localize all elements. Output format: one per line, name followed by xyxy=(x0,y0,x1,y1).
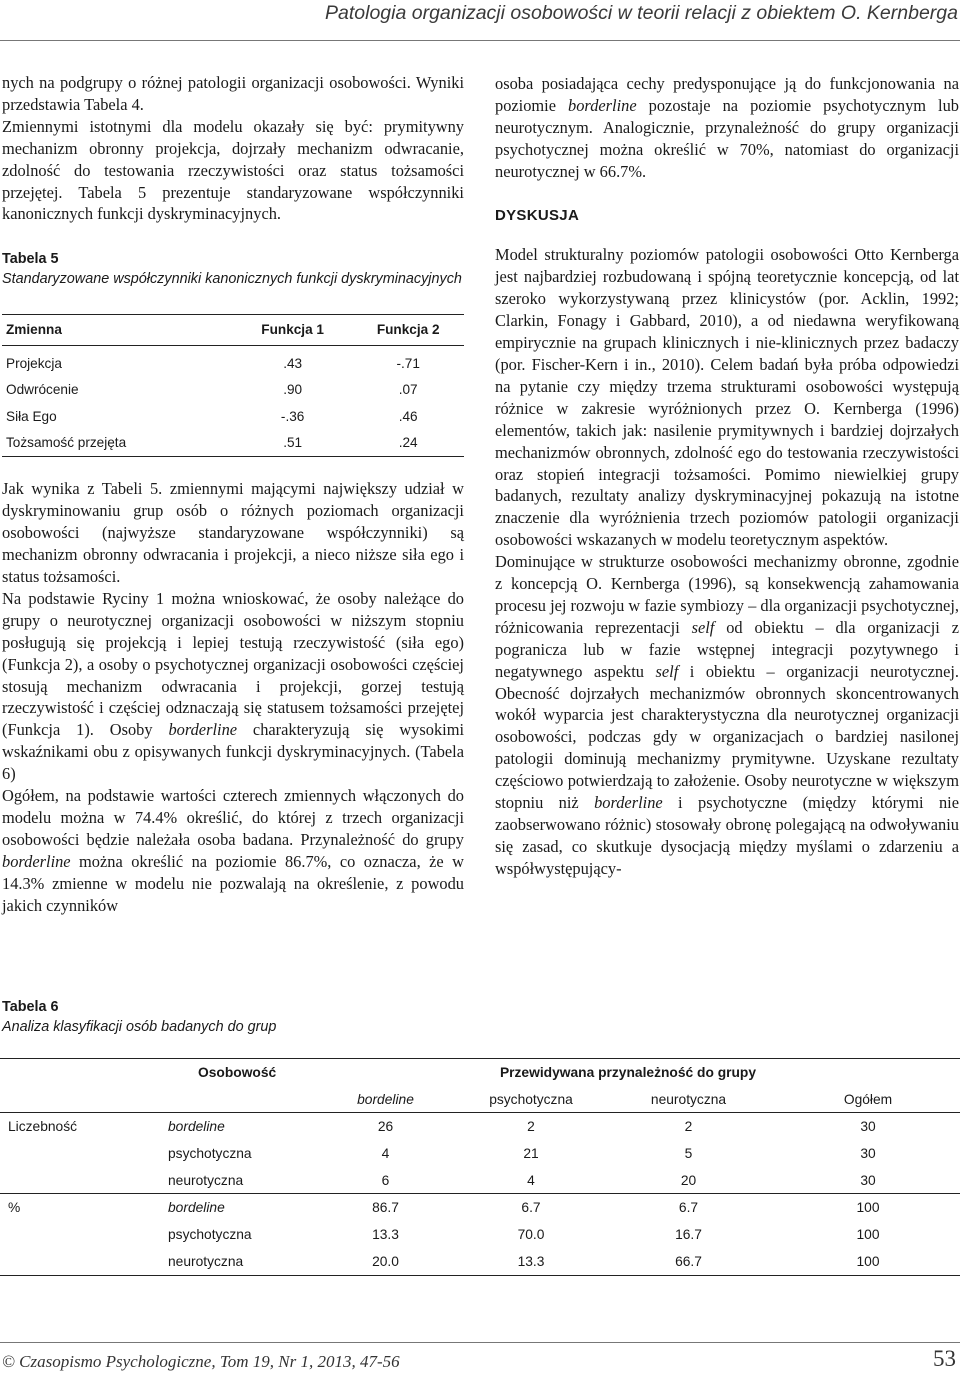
table-cell: 30 xyxy=(860,1119,876,1135)
table-cell: 21 xyxy=(523,1145,539,1161)
table5-caption xyxy=(2,249,464,289)
running-title: Patologia organizacji osobowości w teorii relacji z obiektem O. Kernberga xyxy=(325,2,958,24)
table-row xyxy=(2,346,464,377)
left-paragraph-1: nych na podgrupy o różnej patologii organizacji osobowości. Wyniki przedstawia Tabela 4. xyxy=(2,73,464,114)
table-cell: 6 xyxy=(381,1172,390,1188)
table-cell: .51 xyxy=(283,435,303,451)
text-run: Ogółem, na podstawie wartości czterech zmiennych włączonych do modelu można w 74.4% określić, do której z trzech organizacji osobowości będzie należała osoba badana. Przynależność do grupy xyxy=(2,786,464,849)
table-row xyxy=(0,1167,960,1194)
table6-row-label: bordeline xyxy=(168,1194,336,1221)
table5-col-header: Funkcja 2 xyxy=(352,315,464,346)
table-cell: 20 xyxy=(680,1172,697,1188)
table6-label: Tabela 6 xyxy=(2,999,59,1015)
italic-term: borderline xyxy=(2,851,71,871)
table-cell: 100 xyxy=(856,1253,880,1269)
left-paragraph-5 xyxy=(2,785,464,916)
table5-label: Tabela 5 xyxy=(2,251,59,268)
table-cell: 4 xyxy=(381,1145,390,1161)
table6-row-label: psychotyczna xyxy=(168,1145,252,1161)
table6-subheader: psychotyczna xyxy=(461,1086,631,1113)
table-row xyxy=(0,1140,960,1167)
italic-term: self xyxy=(655,661,679,681)
text-run: i obiektu – organizacji neurotycznej. Obecność dojrzałych mechanizmów obronnych skoncentrowanych wokół wyparcia jest charakterystyczna dla neurotycznej organizacji osobowości, podczas gdy w organizacjach o bardziej nasilonej patologii dominują mechanizmy prymitywne. Uzyskane rezultaty częściowo potwierdzają to założenie. Osoby neurotyczne w większym stopniu niż xyxy=(495,661,960,813)
table-cell: 13.3 xyxy=(517,1253,545,1269)
header-rule xyxy=(0,40,960,41)
table6-row-label: bordeline xyxy=(168,1119,225,1135)
table-cell: 100 xyxy=(856,1226,880,1242)
table-row xyxy=(2,403,464,430)
table-cell: Projekcja xyxy=(6,355,62,371)
table-cell: 86.7 xyxy=(336,1194,461,1221)
table6-row-label: neurotyczna xyxy=(168,1253,244,1269)
table-cell: -.36 xyxy=(280,408,305,424)
table5-col-header: Funkcja 1 xyxy=(223,315,352,346)
italic-term: self xyxy=(691,617,715,637)
right-paragraph-3 xyxy=(495,551,959,880)
table-cell: 30 xyxy=(860,1172,876,1188)
table-cell: .43 xyxy=(283,355,303,371)
table5-col-header: Zmienna xyxy=(2,315,223,346)
table-cell: 13.3 xyxy=(372,1226,399,1242)
text-run: Dominujące w strukturze osobowości mechanizmy obronne, zgodnie z koncepcją O. Kernberga (1996), są konsekwencją zahamowania procesu jej rozwoju w fazie symbiozy – dla organizacji psychotycznej, różnicowania reprezentacji xyxy=(495,552,959,637)
table-cell: Odwrócenie xyxy=(6,382,79,398)
right-paragraph-2: Model strukturalny poziomów patologii osobowości Otto Kernberga jest najbardziej rozbudowaną i spójną teoretycznie koncepcją, od lat szeroko wykorzystywaną przez klinicystów (por. Acklin, 1992; Clarkin, Fonagy i Gabbard, 2010), a od niedawna weryfikowaną empirycznie na grupach klinicznych i nie-klinicznych przez badaczy (por. Fischer-Kern i in., 2010). Celem badań była próba odpowiedzi na pytanie czy między trzema strukturami osobowości występują różnice w zakresie wyróżnionych przez O. Kernberga (1996) elementów, takich jak: nasilenie prymitywnych i bardziej dojrzałych mechanizmów obronnych, zdolność ego do testowania rzeczywistości oraz stopień integracji tożsamości. Pomimo niewielkiej grupy badanych, rezultaty analizy dyskryminacyjnej pokazują na istotne znaczenie dla wyróżnienia trzech poziomów patologii organizacji osobowości wskazanych w modelu teoretycznym aspektów. xyxy=(495,245,959,550)
table-cell: 16.7 xyxy=(675,1226,702,1242)
text-run: osoba posiadająca cechy predysponujące ją do funkcjonowania na poziomie xyxy=(495,74,959,115)
text-run: od obiektu – dla organizacji z pogranicza lub w fazie wstępnej integracji pozytywnego i negatywnego aspektu xyxy=(495,617,959,681)
table-cell: 2 xyxy=(527,1119,535,1135)
table6-header-predicted: Przewidywana przynależność do grupy xyxy=(499,1064,757,1080)
text-run: Na podstawie Ryciny 1 można wnioskować, że osoby należące do grupy o neurotycznej organizacji osobowości w niższym stopniu posługują się projekcją i lepiej testują rzeczywistość (siła ego) (Funkcja 2), a osoby o psychotycznej organizacji osobowości częściej stosują mechanizm odwracania i projekcji, gorzej testują rzeczywistość i częściej odznaczają się statusem tożsamości przejętej (Funkcja 1). Osoby xyxy=(2,588,464,740)
running-header xyxy=(0,0,958,30)
table6-group-label: Liczebność xyxy=(8,1119,78,1135)
left-paragraph-4 xyxy=(2,588,464,785)
right-paragraph-1 xyxy=(495,73,959,183)
table-row xyxy=(2,430,464,457)
table6-group-label xyxy=(0,1221,168,1248)
table-cell: -.71 xyxy=(396,355,420,371)
table6-group-label xyxy=(0,1167,168,1194)
table-cell: Siła Ego xyxy=(6,408,57,424)
text-run: pozostaje na poziomie psychotycznym lub neurotycznym. Analogicznie, przynależność do grupy organizacji psychotycznej można określić w 70%, natomiast do organizacji neurotycznej w 66.7%. xyxy=(495,95,959,181)
section-title-dyskusja: DYSKUSJA xyxy=(495,206,580,224)
table-cell: 26 xyxy=(377,1119,394,1135)
table-cell: 20.0 xyxy=(372,1253,399,1269)
table6-subtitle: Analiza klasyfikacji osób badanych do grup xyxy=(2,1019,277,1035)
italic-term: borderline xyxy=(568,95,637,115)
right-column xyxy=(495,73,959,880)
table-row xyxy=(2,377,464,404)
table6-subheader: bordeline xyxy=(336,1086,461,1113)
table-cell: Tożsamość przejęta xyxy=(6,435,127,451)
table5-subtitle: Standaryzowane współczynniki kanonicznych funkcji dyskryminacyjnych xyxy=(2,271,462,288)
table-cell: .24 xyxy=(398,435,418,451)
footer-rule xyxy=(0,1342,960,1343)
italic-term: borderline xyxy=(594,793,663,813)
page-number: 53 xyxy=(933,1346,956,1371)
table6-header-osobowosc: Osobowość xyxy=(198,1064,277,1080)
table-cell: 66.7 xyxy=(675,1253,702,1269)
table6-group-label xyxy=(0,1248,168,1275)
table-row xyxy=(0,1221,960,1248)
text-run: można określić na poziomie 86.7%, co oznacza, że w 14.3% zmienne w modelu nie pozwalają na określenie, z powodu jakich czynników xyxy=(2,851,464,915)
table6 xyxy=(0,1058,960,1276)
table-cell: 2 xyxy=(684,1119,693,1135)
table-cell: 5 xyxy=(684,1145,693,1161)
table5 xyxy=(2,314,464,457)
left-paragraph-3: Jak wynika z Tabeli 5. zmiennymi mającymi największy udział w dyskryminowaniu grup osób o różnych poziomach organizacji osobowości (najwyższe standaryzowane współczynniki) są mechanizm obronny odwracania i projekcji, a nieco niższe siła ego i status tożsamości. xyxy=(2,479,464,586)
table-cell: 70.0 xyxy=(517,1226,545,1242)
table-row xyxy=(0,1113,960,1140)
table-row xyxy=(0,1248,960,1275)
left-paragraph-2: Zmiennymi istotnymi dla modelu okazały się być: prymitywny mechanizm obronny projekcja, dojrzały mechanizm odwracanie, zdolność do testowania rzeczywistości oraz status tożsamości przejętej. Tabela 5 prezentuje standaryzowane współczynniki kanonicznych funkcji dyskryminacyjnych. xyxy=(2,116,464,224)
table6-subheader: neurotyczna xyxy=(631,1086,776,1113)
text-run: charakteryzują się wysokimi wskaźnikami obu z opisywanych funkcji dyskryminacyjnych. (Tabela 6) xyxy=(2,720,464,784)
footer-citation: © Czasopismo Psychologiczne, Tom 19, Nr 1, 2013, 47-56 xyxy=(2,1352,400,1371)
table-cell: .90 xyxy=(283,382,303,398)
table6-group-label xyxy=(0,1140,168,1167)
table6-caption xyxy=(2,997,276,1037)
table-row xyxy=(0,1194,960,1221)
text-run: i psychotyczne (między którymi nie zaobserwowano różnic) stosowały obronę polegającą na odwoływaniu się zasad, co skutkuje dysocjacją między myślami o zdarzeniu a współwystępujący- xyxy=(495,793,959,878)
table6-header-row xyxy=(0,1059,960,1086)
table6-subheader: Ogółem xyxy=(776,1086,960,1113)
table-cell: 4 xyxy=(527,1172,535,1188)
left-column xyxy=(2,72,464,916)
table-cell: 6.7 xyxy=(461,1194,631,1221)
table-cell: 100 xyxy=(776,1194,960,1221)
table-cell: 30 xyxy=(860,1145,876,1161)
italic-term: borderline xyxy=(168,720,238,740)
table6-row-label: psychotyczna xyxy=(168,1226,252,1242)
table6-row-label: neurotyczna xyxy=(168,1172,244,1188)
table-cell: .07 xyxy=(398,382,418,398)
table6-group-label: % xyxy=(0,1194,168,1221)
table6-subheader-row xyxy=(0,1086,960,1113)
table-cell: .46 xyxy=(398,408,418,424)
table-cell: 6.7 xyxy=(631,1194,776,1221)
